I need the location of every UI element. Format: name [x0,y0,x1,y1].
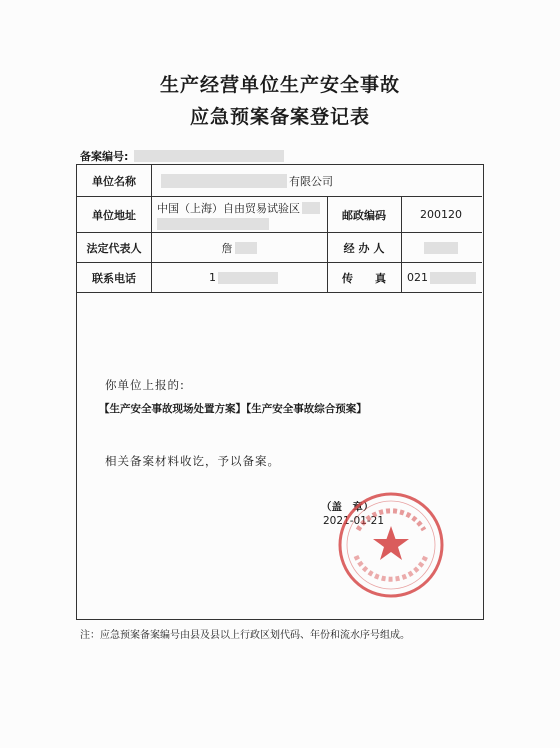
phone-value [151,263,327,292]
fax-value [401,263,481,292]
address-redacted-1 [302,202,320,214]
legal-rep-redacted [235,242,257,254]
title-line-2: 应急预案备案登记表 [189,106,370,128]
filing-date: 2021-01-21 [323,515,385,527]
body-line-3: 相关备案材料收讫，予以备案。 [105,454,280,468]
unit-address-text: 中国（上海）自由贸易试验区 [157,201,300,215]
fax-label: 传 真 [342,271,386,285]
filing-number-redacted [134,150,284,162]
row-legal-rep [77,233,482,263]
unit-address-label: 单位地址 [92,208,136,222]
filing-number-label: 备案编号: [80,150,129,163]
unit-name-value [151,165,481,196]
unit-address-value [151,197,327,232]
title-line-1: 生产经营单位生产安全事故 [159,74,400,96]
fax-text: 021 [407,271,428,284]
phone-label: 联系电话 [92,271,136,285]
stamp-label: （盖 章） [321,501,374,513]
row-unit-name [77,165,482,197]
unit-name-suffix: 有限公司 [289,174,333,188]
handler-label: 经 办 人 [343,241,385,255]
body-line-1: 你单位上报的: [105,378,185,392]
legal-rep-label: 法定代表人 [86,241,142,255]
address-redacted-2 [157,218,269,230]
footnote: 注：应急预案备案编号由县及县以上行政区划代码、年份和流水序号组成。 [80,630,410,641]
row-phone [77,263,482,293]
row-address [77,197,482,233]
postal-code-label: 邮政编码 [342,208,386,222]
legal-rep-text: 詹 [221,241,233,255]
official-seal-icon [336,490,446,600]
body-line-2: 【生产安全事故现场处置方案】【生产安全事故综合预案】 [99,403,367,415]
unit-name-label: 单位名称 [92,174,136,188]
legal-rep-value [151,233,327,262]
postal-code-value: 200120 [420,208,462,221]
handler-redacted [424,242,458,254]
filing-number [80,148,284,164]
phone-redacted [218,272,278,284]
phone-text: 1 [209,271,216,284]
fax-redacted [430,272,476,284]
handler-value [401,233,481,262]
unit-name-redacted [161,174,287,188]
